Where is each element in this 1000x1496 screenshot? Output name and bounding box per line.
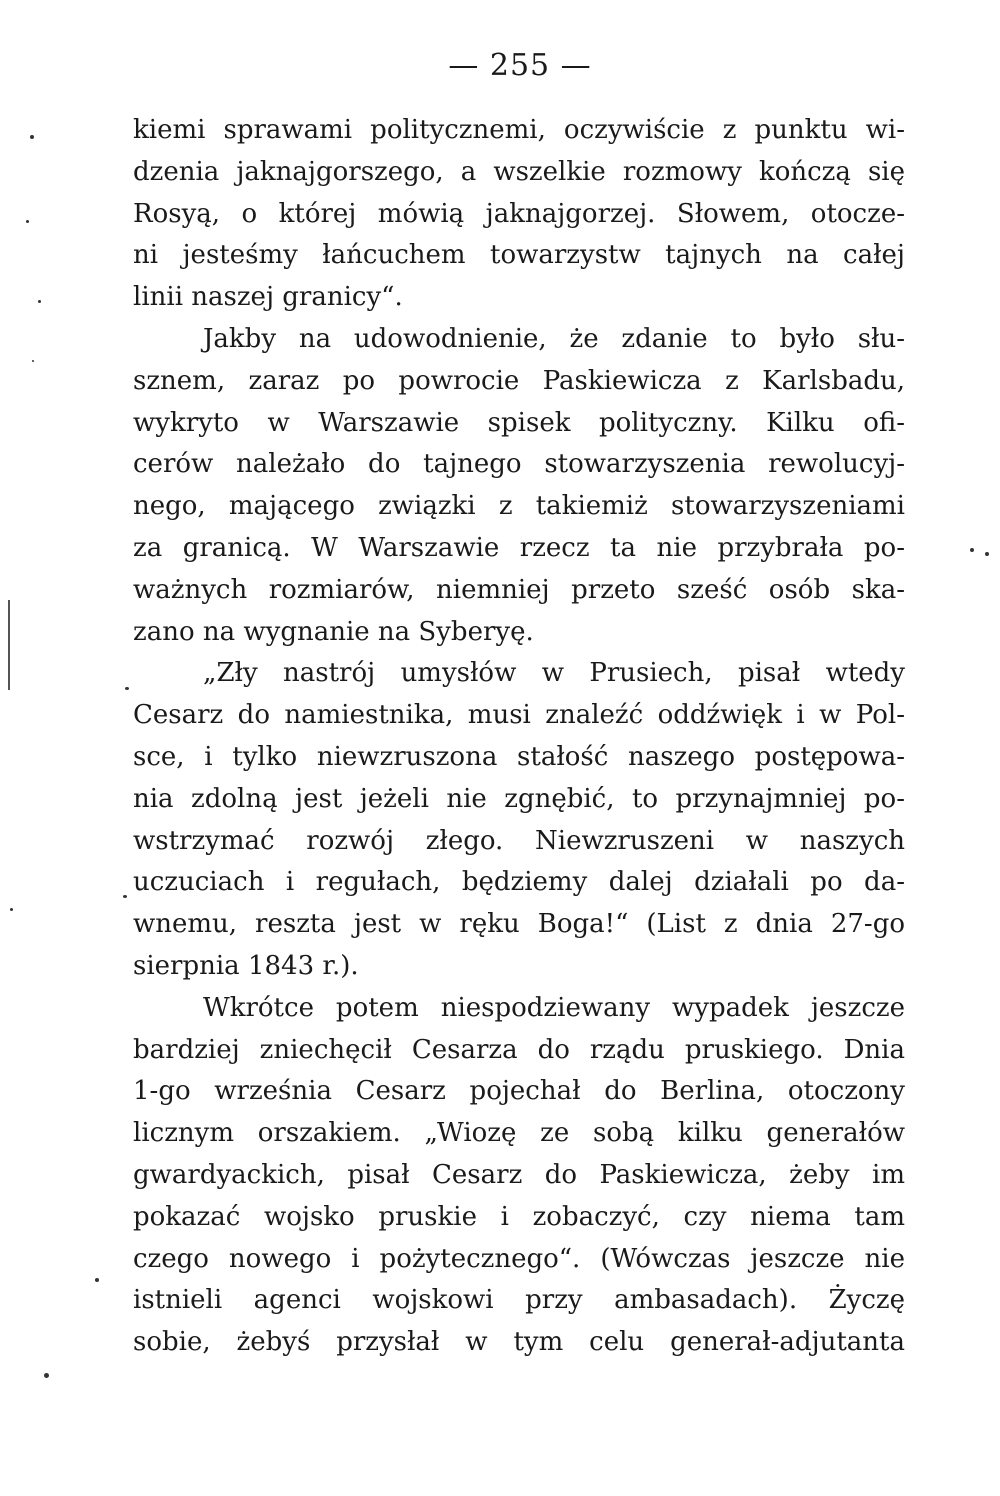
- page-number: — 255 —: [448, 48, 592, 83]
- scan-speck: [38, 300, 41, 303]
- text-line: ważnych rozmiarów, niemniej przeto sześć osób ska-: [133, 574, 905, 605]
- scan-speck: [32, 360, 34, 362]
- text-line: Rosyą, o której mówią jaknajgorzej. Słowem, otocze-: [133, 198, 905, 229]
- scan-speck: [30, 135, 34, 139]
- scan-speck: [123, 895, 127, 898]
- text-line: cerów należało do tajnego stowarzyszenia rewolucyj-: [133, 449, 905, 480]
- text-line: bardziej zniechęcił Cesarza do rządu pruskiego. Dnia: [133, 1034, 905, 1065]
- scan-edge-mark: [8, 600, 10, 690]
- text-line: czego nowego i pożytecznego“. (Wówczas jeszcze nie: [133, 1243, 905, 1274]
- text-line: Cesarz do namiestnika, musi znaleźć oddźwięk i w Pol-: [133, 700, 905, 731]
- text-line: kiemi sprawami politycznemi, oczywiście z punktu wi-: [133, 115, 905, 145]
- text-line: sznem, zaraz po powrocie Paskiewicza z Karlsbadu,: [133, 365, 905, 396]
- text-line: linii naszej granicy“.: [133, 282, 403, 313]
- text-line: zano na wygnanie na Syberyę.: [133, 616, 534, 647]
- text-line: uczuciach i regułach, będziemy dalej działali po da-: [133, 867, 905, 898]
- text-line: licznym orszakiem. „Wiozę ze sobą kilku generałów: [133, 1118, 905, 1149]
- text-line: nego, mającego związki z takiemiż stowarzyszeniami: [133, 491, 905, 522]
- body-text: [133, 110, 905, 1364]
- text-line: gwardyackich, pisał Cesarz do Paskiewicza, żeby im: [133, 1159, 905, 1190]
- text-line: 1-go września Cesarz pojechał do Berlina, otoczony: [133, 1076, 905, 1107]
- text-line: sierpnia 1843 r.).: [133, 950, 359, 981]
- text-line: ni jesteśmy łańcuchem towarzystw tajnych na całej: [133, 240, 905, 271]
- scan-speck: [95, 1278, 99, 1282]
- text-line: wykryto w Warszawie spisek polityczny. Kilku ofi-: [133, 407, 905, 438]
- text-line: sce, i tylko niewzruszona stałość naszego postępowa-: [133, 741, 905, 772]
- scan-speck: [10, 908, 13, 911]
- text-line: „Zły nastrój umysłów w Prusiech, pisał wtedy: [203, 658, 905, 689]
- text-line: wstrzymać rozwój złego. Niewzruszeni w naszych: [133, 825, 905, 856]
- scan-speck: [26, 220, 29, 223]
- text-line: nia zdolną jest jeżeli nie zgnębić, to przynajmniej po-: [133, 783, 905, 814]
- text-line: istnieli agenci wojskowi przy ambasadach). Życzę: [133, 1285, 905, 1316]
- text-line: dzenia jaknajgorszego, a wszelkie rozmowy kończą się: [133, 156, 905, 187]
- scan-speck: [970, 548, 974, 552]
- text-line: Wkrótce potem niespodziewany wypadek jeszcze: [203, 992, 905, 1023]
- text-line: za granicą. W Warszawie rzecz ta nie przybrała po-: [133, 532, 905, 563]
- scan-speck: [44, 1373, 49, 1378]
- text-line: pokazać wojsko pruskie i zobaczyć, czy niema tam: [133, 1201, 905, 1232]
- scan-speck: [985, 552, 989, 556]
- text-line: Jakby na udowodnienie, że zdanie to było słu-: [203, 323, 905, 354]
- text-line: wnemu, reszta jest w ręku Boga!“ (List z dnia 27-go: [133, 909, 905, 940]
- scan-speck: [125, 687, 129, 690]
- text-line: sobie, żebyś przysłał w tym celu generał-adjutanta: [133, 1327, 905, 1358]
